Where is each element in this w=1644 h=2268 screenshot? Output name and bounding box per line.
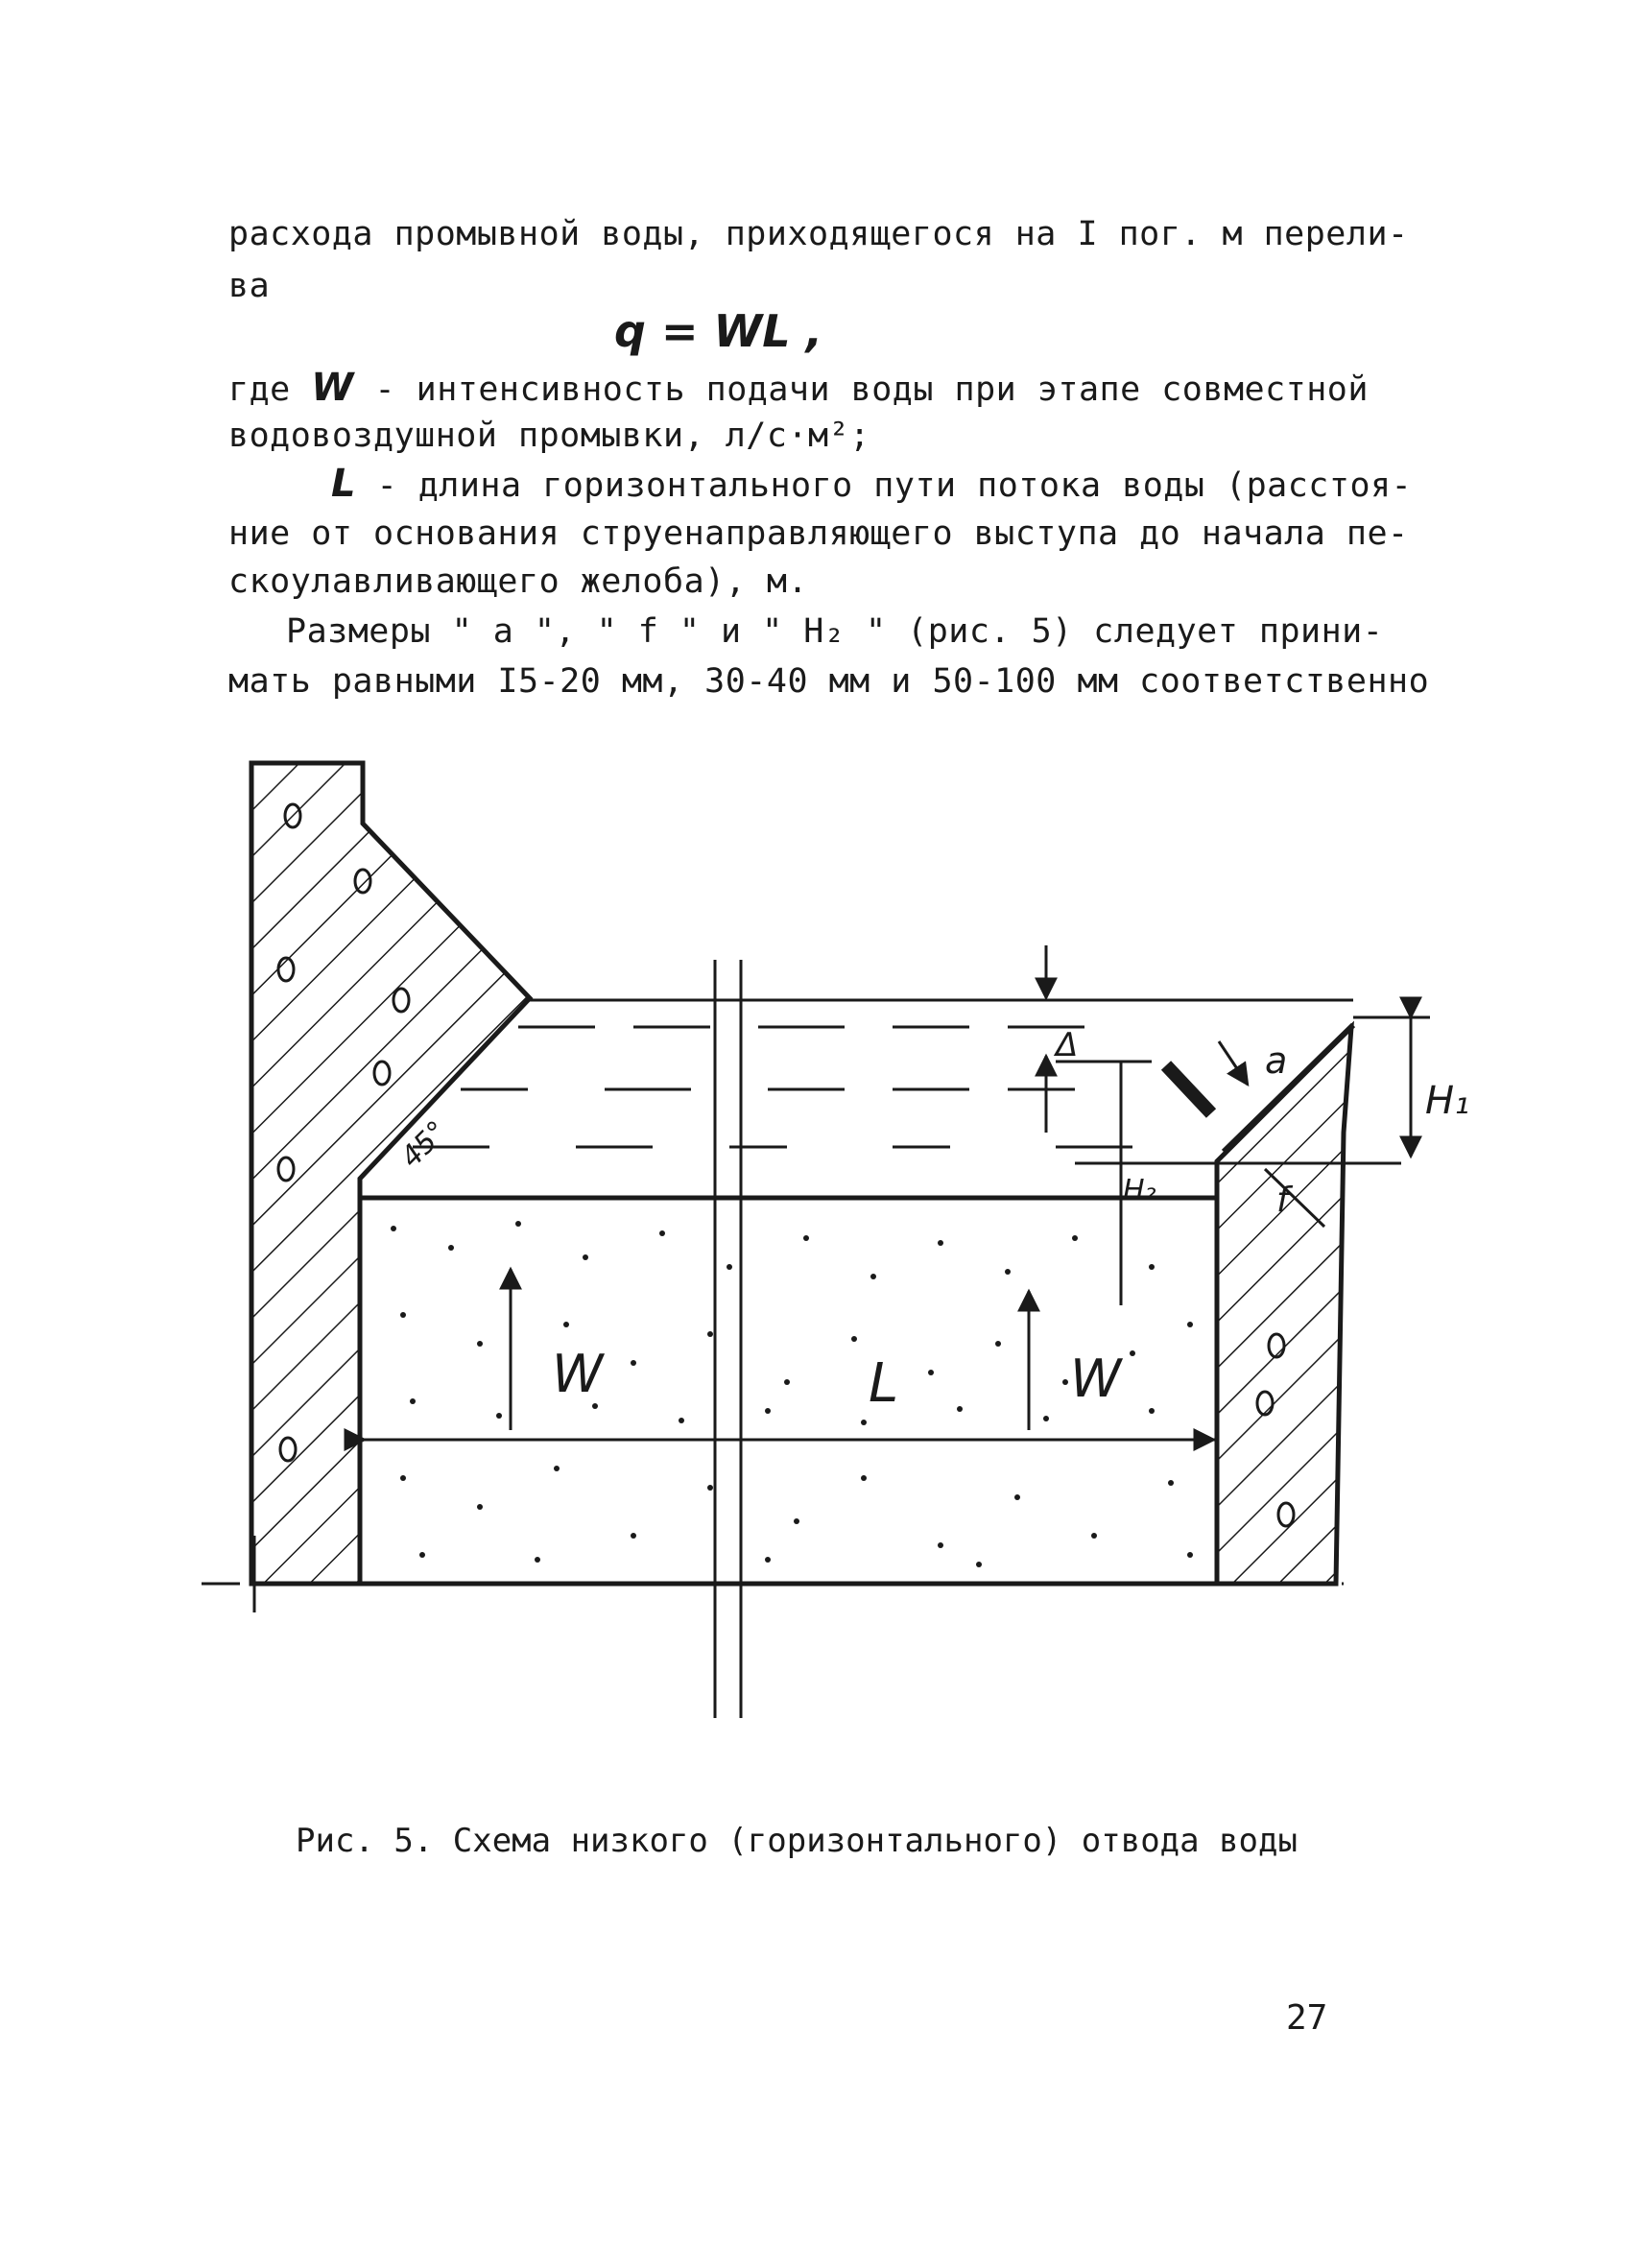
line5-text: - длина горизонтального пути потока воды (расстоя- [376,466,1413,505]
page-number: 27 [1286,1998,1328,2038]
label-delta: Δ [1056,1026,1079,1064]
body-line-6: ние от основания струенаправляющего выступа до начала пе- [228,514,1409,553]
label-a: a [1265,1039,1288,1082]
figure-caption: Рис. 5. Схема низкого (горизонтального) отвода воды [296,1822,1298,1860]
line3-prefix: где [228,370,291,409]
line3-text: - интенсивность подачи воды при этапе совместной [374,370,1369,409]
body-line-9: мать равными I5-20 мм, 30-40 мм и 50-100 мм соответственно [228,662,1430,701]
label-w-right: W [1070,1349,1122,1409]
body-line-4: водовоздушной промывки, л/с·м²; [228,417,870,455]
guide-lip [1166,1065,1211,1113]
body-line-8: Размеры " a ", " f " и " H₂ " (рис. 5) следует прини- [286,612,1384,651]
label-h1: H₁ [1425,1079,1470,1123]
body-line-2: ва [228,267,271,305]
body-line-1: расхода промывной воды, приходящегося на I пог. м перели- [228,215,1409,253]
a-arrow [1219,1041,1248,1085]
label-angle: 45° [393,1114,455,1175]
water-dashes [413,1027,1132,1147]
label-w-left: W [552,1344,604,1404]
symbol-l: L [331,462,356,506]
body-line-7: скоулавливающего желоба), м. [228,562,809,601]
label-l: L [869,1352,899,1415]
symbol-w: W [311,366,354,410]
label-f: f [1276,1181,1289,1220]
label-h2: H₂ [1123,1174,1156,1207]
formula: q = WL , [614,305,823,357]
right-wall [1217,1027,1351,1584]
